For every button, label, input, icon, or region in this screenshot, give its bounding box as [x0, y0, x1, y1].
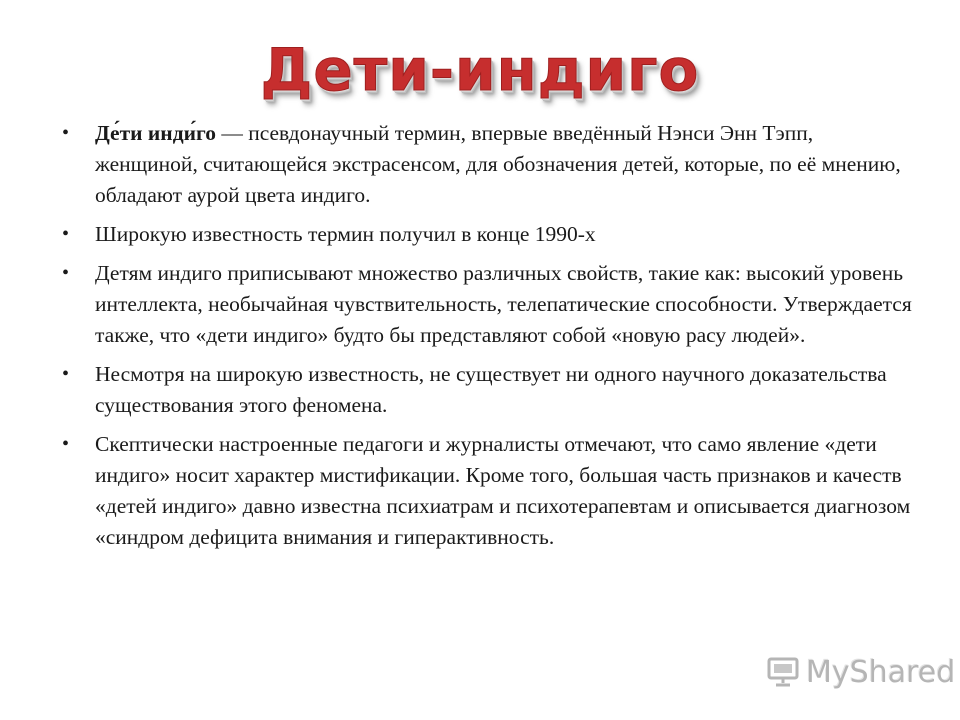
- bullet-text: Широкую известность термин получил в конце 1990-х: [95, 222, 596, 246]
- bullet-marker: •: [62, 262, 70, 284]
- term-name: Де́ти инди́го: [95, 121, 216, 145]
- bullet-text: — псевдонаучный термин, впервые введённый Нэнси Энн Тэпп, женщиной, считающейся экстрасенсом, для обозначения детей, которые, по её мнению, обладают аурой цвета индиго.: [95, 121, 901, 207]
- myshared-watermark: [766, 654, 955, 690]
- bullet-item-5: [62, 429, 912, 553]
- bullet-marker: •: [62, 433, 70, 455]
- slide-title: Дети-индиго: [260, 36, 700, 104]
- bullet-text: Несмотря на широкую известность, не существует ни одного научного доказательства существования этого феномена.: [95, 362, 887, 417]
- bullet-list: [62, 118, 912, 561]
- bullet-item-2: [62, 219, 912, 250]
- bullet-item-3: [62, 258, 912, 351]
- bullet-text: Скептически настроенные педагоги и журналисты отмечают, что само явление «дети индиго» носит характер мистификации. Кроме того, большая часть признаков и качеств «детей индиго» давно известна психиатрам и психотерапевтам и описывается диагнозом «синдром дефицита внимания и гиперактивность.: [95, 432, 911, 549]
- bullet-marker: •: [62, 363, 70, 385]
- bullet-item-4: [62, 359, 912, 421]
- watermark-text: MyShared: [806, 654, 956, 690]
- presentation-board-icon: [766, 656, 800, 688]
- bullet-marker: •: [62, 122, 70, 144]
- bullet-item-1: [62, 118, 912, 211]
- bullet-text: Детям индиго приписывают множество различных свойств, такие как: высокий уровень интеллекта, необычайная чувствительность, телепатические способности. Утверждается также, что «дети индиго» будто бы представляют собой «новую расу людей».: [95, 261, 912, 347]
- bullet-marker: •: [62, 223, 70, 245]
